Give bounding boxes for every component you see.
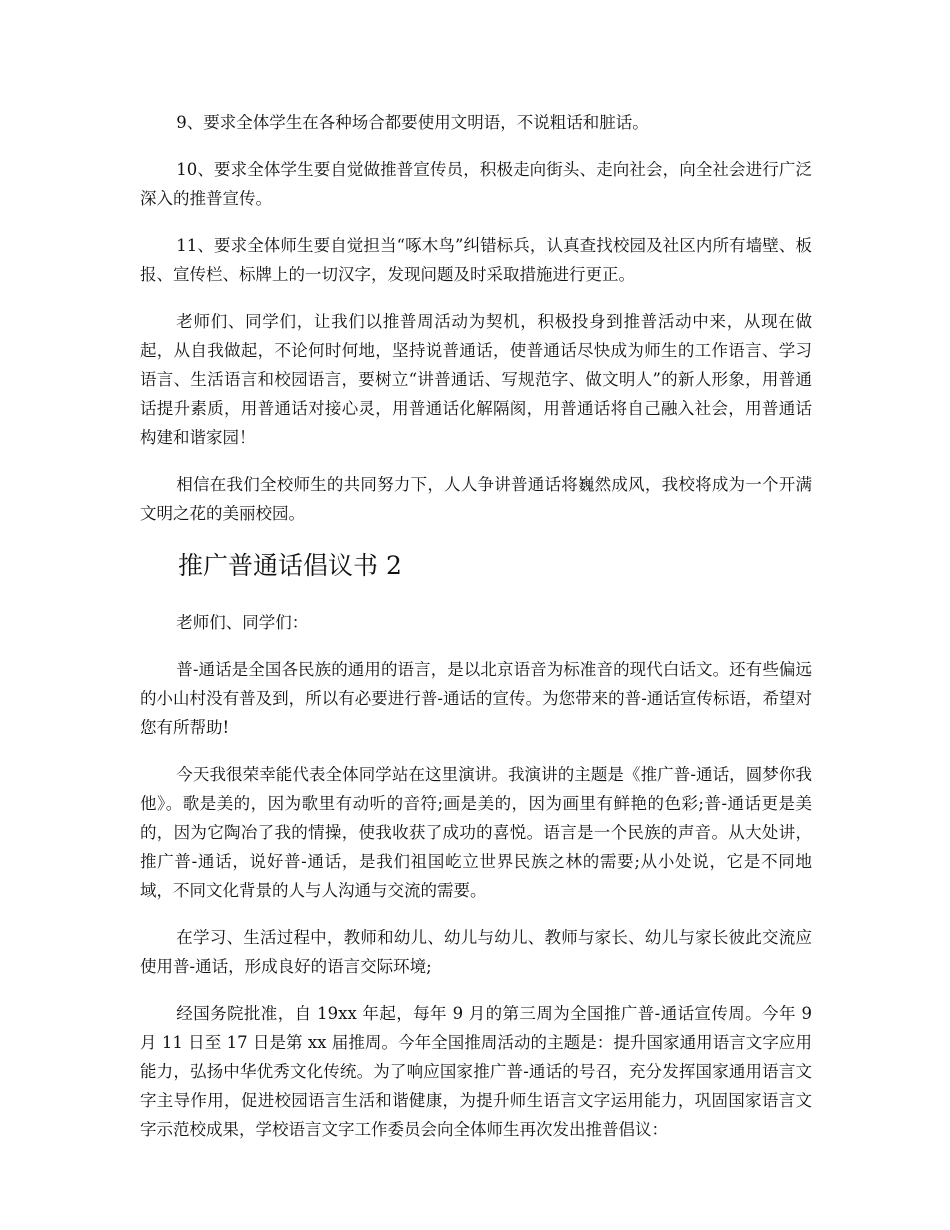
paragraph-salutation: 老师们、同学们： — [176, 613, 309, 632]
paragraph-intro: 普-通话是全国各民族的通用的语言，是以北京语音为标准音的现代白话文。还有些偏远的小山村没有普及到，所以有必要进行普-通话的宣传。为您带来的普-通话宣传标语，希望对您有所帮助! — [140, 660, 812, 737]
paragraph-closing: 相信在我们全校师生的共同努力下，人人争讲普通话将巍然成风，我校将成为一个开满文明之花的美丽校园。 — [140, 475, 812, 523]
paragraph-item-11: 11、要求全体师生要自觉担当“啄木鸟”纠错标兵，认真查找校园及社区内所有墙壁、板报、宣传栏、标牌上的一切汉字，发现问题及时采取措施进行更正。 — [140, 236, 812, 284]
paragraph-communication: 在学习、生活过程中，教师和幼儿、幼儿与幼儿、教师与家长、幼儿与家长彼此交流应使用普-通话，形成良好的语言交际环境; — [140, 928, 812, 976]
paragraph-promotion-week: 经国务院批准，自 19xx 年起，每年 9 月的第三周为全国推广普-通话宣传周。今年 9 月 11 日至 17 日是第 xx 届推周。今年全国推周活动的主题是：提升国家通用语言文字应用能力，弘扬中华优秀文化传统。为了响应国家推广普-通话的号召，充分发挥国家通用语言文字主导作用，促进校园语言生活和谐健康，为提升师生语言文字运用能力，巩固国家语言文字示范校成果，学校语言文字工作委员会向全体师生再次发出推普倡议： — [140, 1004, 812, 1139]
document-page — [140, 108, 812, 1162]
paragraph-speech: 今天我很荣幸能代表全体同学站在这里演讲。我演讲的主题是《推广普-通话，圆梦你我他》。歌是美的，因为歌里有动听的音符;画是美的，因为画里有鲜艳的色彩;普-通话更是美的，因为它陶冶了我的情操，使我收获了成功的喜悦。语言是一个民族的声音。从大处讲，推广普-通话，说好普-通话，是我们祖国屹立世界民族之林的需要;从小处说，它是不同地域，不同文化背景的人与人沟通与交流的需要。 — [140, 765, 812, 900]
paragraph-appeal: 老师们、同学们，让我们以推普周活动为契机，积极投身到推普活动中来，从现在做起，从自我做起，不论何时何地，坚持说普通话，使普通话尽快成为师生的工作语言、学习语言、生活语言和校园语言，要树立“讲普通话、写规范字、做文明人”的新人形象，用普通话提升素质，用普通话对接心灵，用普通话化解隔阂，用普通话将自己融入社会，用普通话构建和谐家园！ — [140, 312, 812, 447]
paragraph-item-10: 10、要求全体学生要自觉做推普宣传员，积极走向街头、走向社会，向全社会进行广泛深入的推普宣传。 — [140, 160, 812, 208]
paragraph-item-9: 9、要求全体学生在各种场合都要使用文明语，不说粗话和脏话。 — [176, 113, 649, 132]
section-title: 推广普通话倡议书 2 — [178, 551, 402, 580]
